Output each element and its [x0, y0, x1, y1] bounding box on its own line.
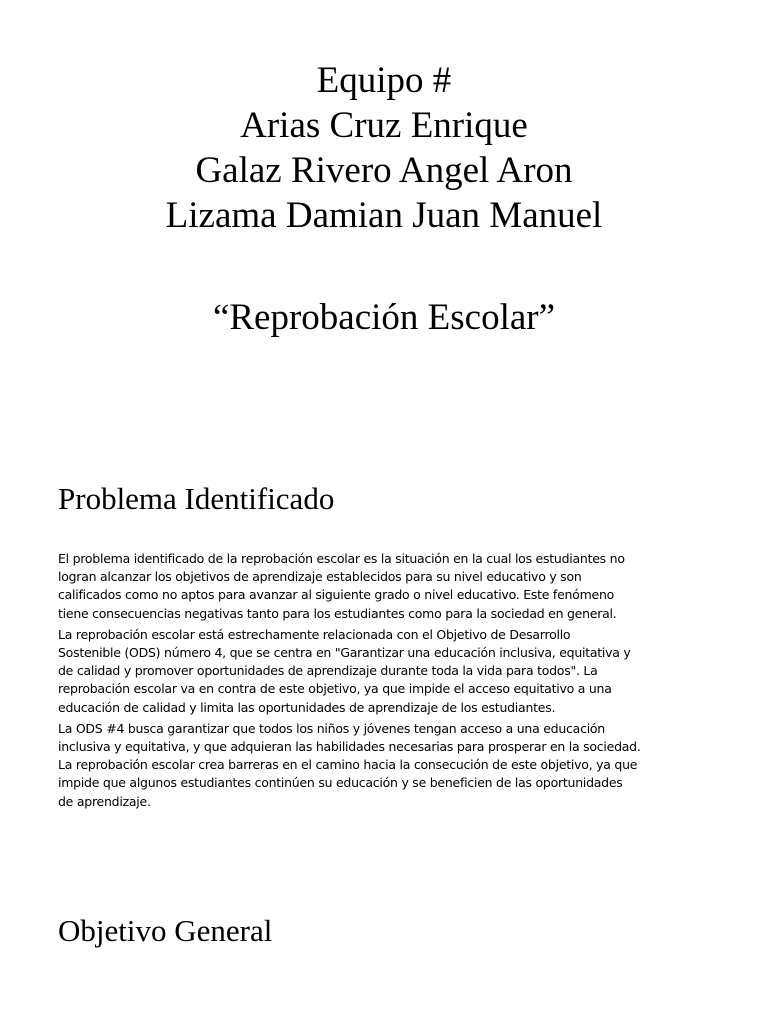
section-heading-objective: Objetivo General — [58, 913, 273, 948]
paragraph-line: El problema identificado de la reprobación escolar es la situación en la cual los estudiantes no — [58, 551, 625, 566]
document-title: “Reprobación Escolar” — [212, 297, 556, 338]
paragraph-line: inclusiva y equitativa, y que adquieran las habilidades necesarias para prosperar en la sociedad. — [58, 739, 641, 755]
team-member-1: Arias Cruz Enrique — [240, 105, 528, 146]
team-member-2: Galaz Rivero Angel Aron — [195, 150, 573, 191]
paragraph-2 — [58, 626, 713, 717]
paragraph-line: logran alcanzar los objetivos de aprendizaje establecidos para su nivel educativo y son — [58, 569, 582, 585]
paragraph-line: impide que algunos estudiantes continúen su educación y se beneficien de las oportunidades — [58, 775, 623, 791]
team-header — [0, 58, 768, 238]
paragraph-line: reprobación escolar va en contra de este objetivo, ya que impide el acceso equitativo a una — [58, 681, 612, 697]
paragraph-line: Sostenible (ODS) número 4, que se centra en "Garantizar una educación inclusiva, equitativa y — [58, 645, 631, 661]
paragraph-line: tiene consecuencias negativas tanto para los estudiantes como para la sociedad en general. — [58, 605, 617, 621]
paragraph-line: de calidad y promover oportunidades de aprendizaje durante toda la vida para todos". La — [58, 663, 598, 679]
paragraph-line: La reprobación escolar crea barreras en el camino hacia la consecución de este objetivo, ya que — [58, 757, 638, 773]
paragraph-line: educación de calidad y limita las oportunidades de aprendizaje de los estudiantes. — [58, 699, 556, 715]
paragraph-line: La reprobación escolar está estrechamente relacionada con el Objetivo de Desarrollo — [58, 626, 571, 642]
paragraph-line: La ODS #4 busca garantizar que todos los niños y jóvenes tengan acceso a una educación — [58, 720, 605, 736]
team-member-3: Lizama Damian Juan Manuel — [165, 195, 603, 236]
section-heading-problem: Problema Identificado — [58, 481, 335, 516]
paragraph-3 — [58, 720, 713, 811]
team-label: Equipo # — [316, 60, 452, 101]
paragraph-line: de aprendizaje. — [58, 793, 151, 809]
problem-section-body — [58, 550, 713, 814]
paragraph-line: calificados como no aptos para avanzar al siguiente grado o nivel educativo. Este fenómeno — [58, 587, 615, 603]
paragraph-1 — [58, 550, 713, 623]
